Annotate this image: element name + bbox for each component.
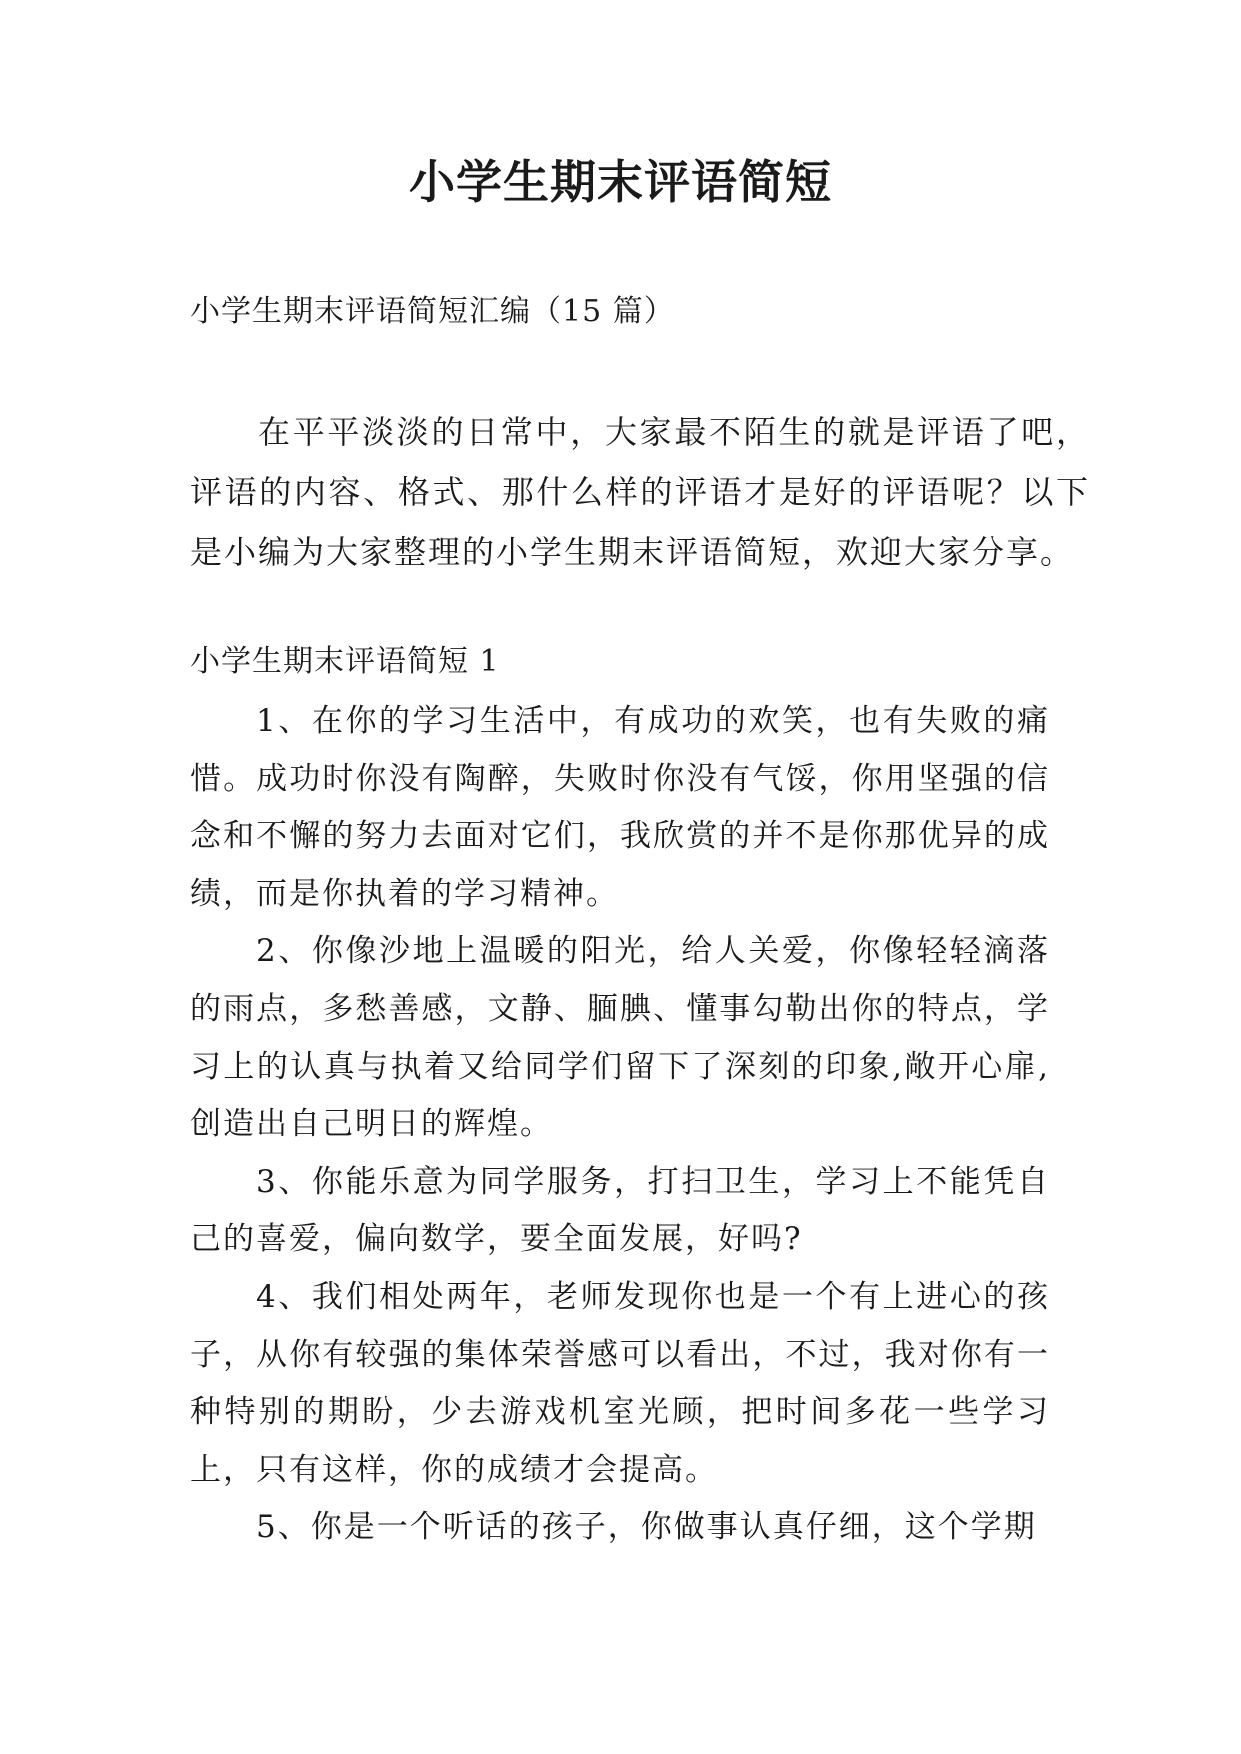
comment-entry-4: 4、我们相处两年，老师发现你也是一个有上进心的孩子，从你有较强的集体荣誉感可以看出，不过，我对你有一种特别的期盼，少去游戏机室光顾，把时间多花一些学习上，只有这样，你的成绩才会提高。 <box>190 1278 1050 1488</box>
document-subtitle: 小学生期末评语简短汇编（15 篇） <box>190 294 675 329</box>
document-title: 小学生期末评语简短 <box>409 155 832 209</box>
comment-entry-5: 5、你是一个听话的孩子，你做事认真仔细，这个学期 <box>256 1509 1037 1546</box>
comment-entry-1: 1、在你的学习生活中，有成功的欢笑，也有失败的痛惜。成功时你没有陶醉，失败时你没有气馁，你用坚强的信念和不懈的努力去面对它们，我欣赏的并不是你那优异的成绩，而是你执着的学习精神。 <box>190 703 1050 912</box>
comment-entry-3: 3、你能乐意为同学服务，打扫卫生，学习上不能凭自己的喜爱，偏向数学，要全面发展，好吗? <box>190 1163 1050 1258</box>
intro-paragraph: 在平平淡淡的日常中，大家最不陌生的就是评语了吧，评语的内容、格式、那什么样的评语才是好的评语呢？以下是小编为大家整理的小学生期末评语简短，欢迎大家分享。 <box>190 413 1090 571</box>
comment-entry-2: 2、你像沙地上温暖的阳光，给人关爱，你像轻轻滴落的雨点，多愁善感，文静、腼腆、懂事勾勒出你的特点，学习上的认真与执着又给同学们留下了深刻的印象,敞开心扉,创造出自己明日的辉煌。 <box>190 933 1050 1143</box>
section-heading: 小学生期末评语简短 1 <box>190 644 500 679</box>
comment-list <box>190 693 1050 1557</box>
